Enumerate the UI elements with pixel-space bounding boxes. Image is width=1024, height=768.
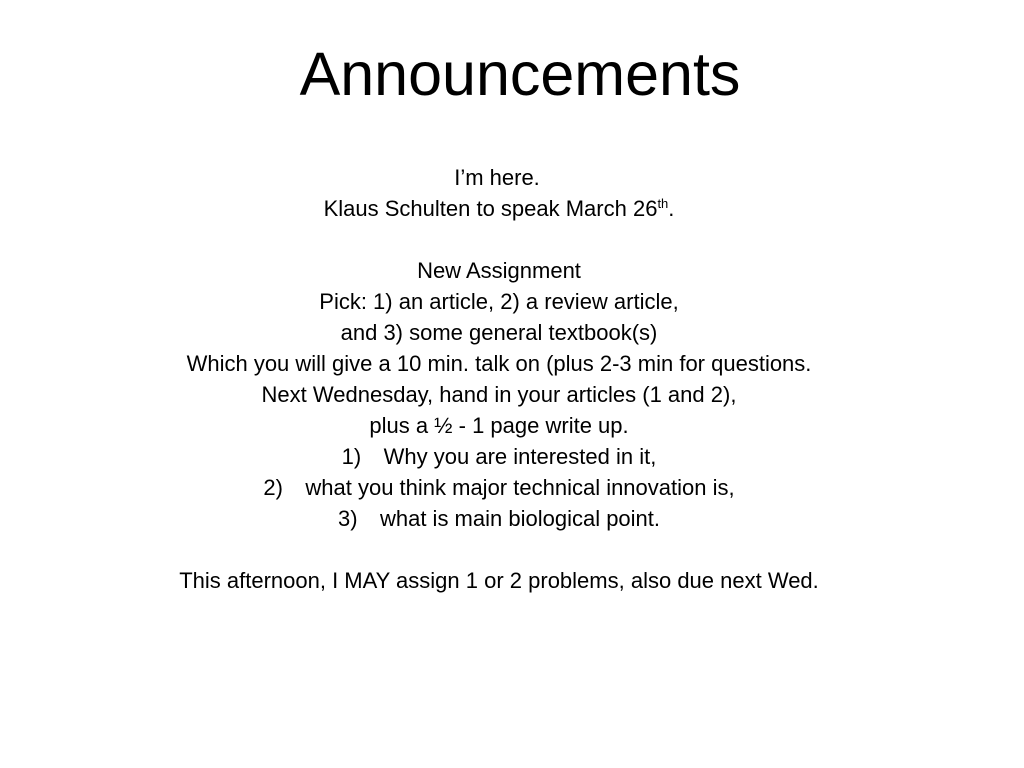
assignment-writeup-line: plus a ½ - 1 page write up.	[369, 413, 629, 438]
afternoon-problems-line: This afternoon, I MAY assign 1 or 2 problems, also due next Wed.	[179, 568, 819, 593]
speaker-period: .	[668, 196, 675, 221]
assignment-due-line: Next Wednesday, hand in your articles (1 and 2),	[261, 382, 737, 407]
list-item-number: 2)	[263, 475, 283, 500]
assignment-heading: New Assignment	[417, 258, 581, 283]
list-item-number: 3)	[337, 506, 358, 531]
announcement-line-here: I’m here.	[454, 165, 540, 190]
slide-body	[0, 162, 998, 596]
list-item-number: 1)	[341, 444, 362, 469]
speaker-text: Klaus Schulten to speak March 26	[323, 196, 658, 221]
spacer	[0, 224, 998, 255]
spacer	[0, 534, 998, 565]
list-item-text: Why you are interested in it,	[383, 444, 657, 469]
ordinal-suffix: th	[657, 196, 669, 211]
assignment-pick-line-1: Pick: 1) an article, 2) a review article,	[319, 289, 679, 314]
list-item	[0, 503, 998, 534]
assignment-talk-line: Which you will give a 10 min. talk on (plus 2-3 min for questions.	[186, 351, 812, 376]
list-item-text: what is main biological point.	[379, 506, 661, 531]
slide-title: Announcements	[299, 40, 741, 108]
assignment-pick-line-2: and 3) some general textbook(s)	[340, 320, 658, 345]
announcement-line-speaker	[0, 193, 998, 224]
list-item	[0, 441, 998, 472]
list-item-text: what you think major technical innovation is,	[305, 475, 735, 500]
list-item	[0, 472, 998, 503]
